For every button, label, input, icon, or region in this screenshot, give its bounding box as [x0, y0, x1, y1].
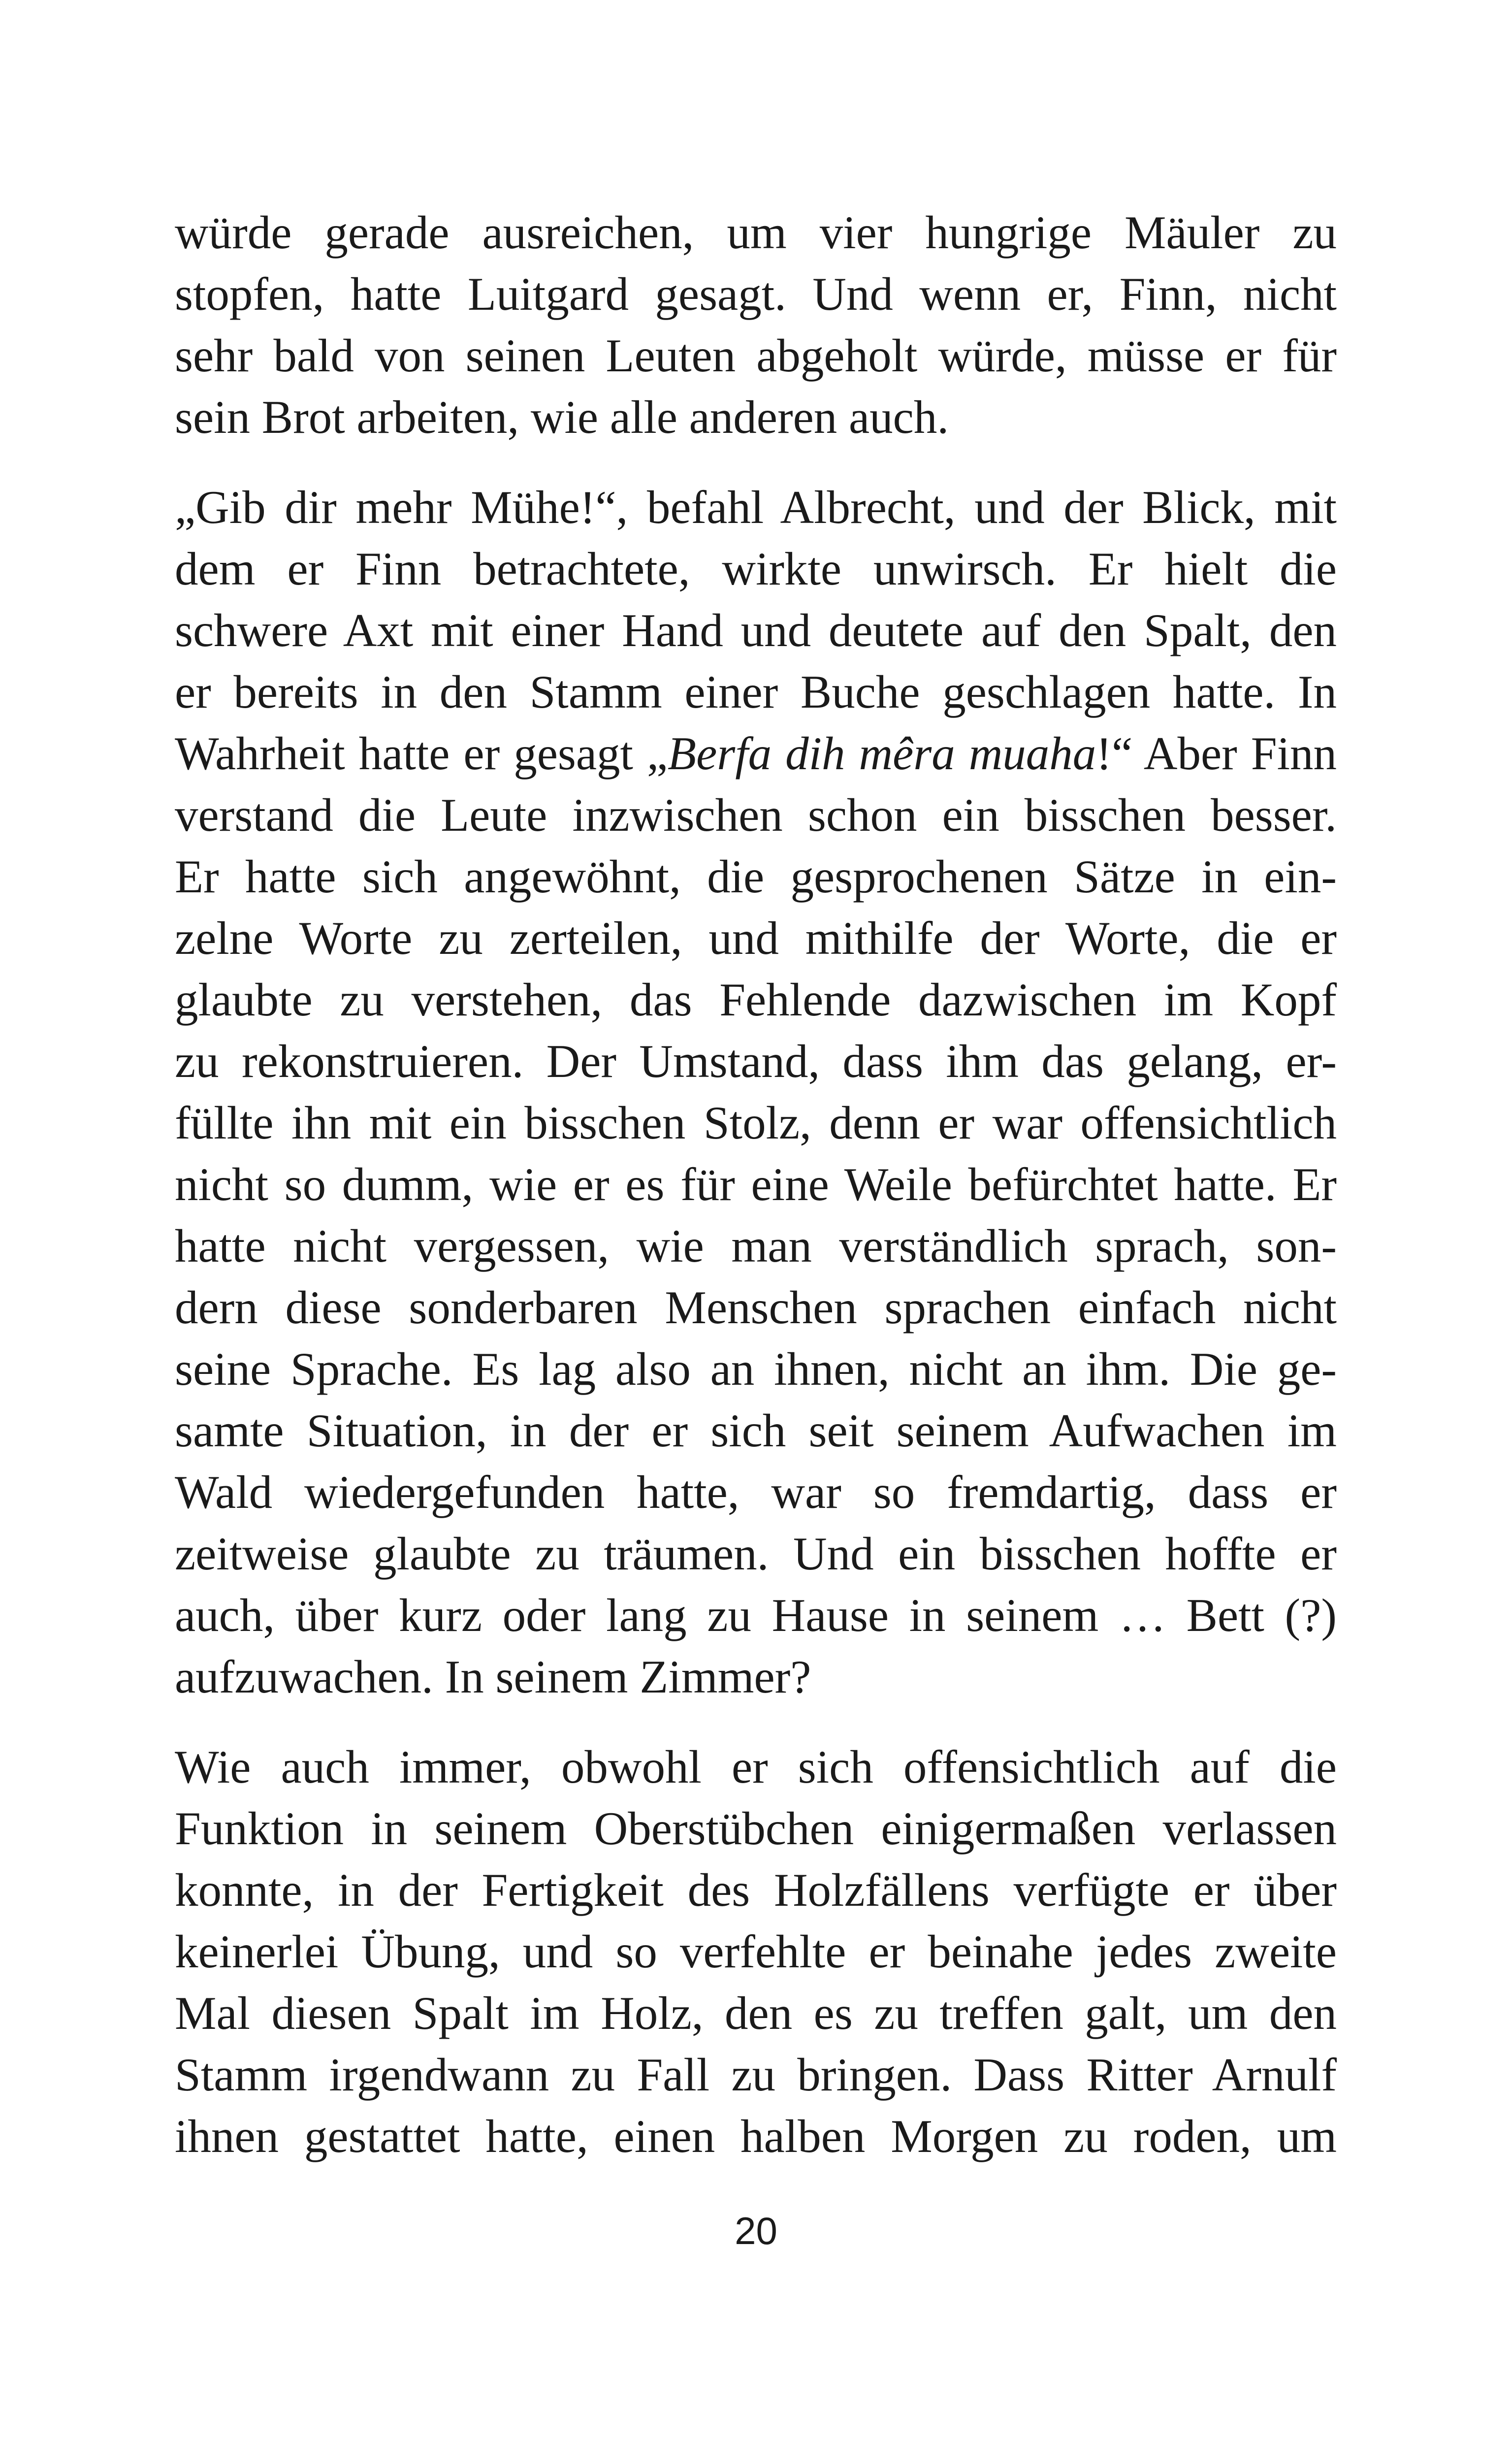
text-line: nicht so dumm, wie er es für eine Weile befürchtet hatte. Er [175, 1158, 1337, 1210]
text-line: Wie auch immer, obwohl er sich offensichtlich auf die [175, 1741, 1337, 1793]
text-line: glaubte zu verstehen, das Fehlende dazwischen im Kopf [175, 974, 1337, 1026]
text-line: dem er Finn betrachtete, wirkte unwirsch. Er hielt die [175, 543, 1337, 595]
text-line: sein Brot arbeiten, wie alle anderen auch. [175, 391, 949, 443]
text-line: zeitweise glaubte zu träumen. Und ein bisschen hoffte er [175, 1528, 1337, 1580]
text-line: zu rekonstruieren. Der Umstand, dass ihm das gelang, er- [175, 1035, 1337, 1087]
body-text [175, 202, 1337, 2196]
text-line [175, 723, 1337, 784]
text-line: würde gerade ausreichen, um vier hungrige Mäuler zu [175, 206, 1337, 259]
text-segment: Wahrheit hatte er gesagt „ [175, 727, 668, 780]
text-line: sehr bald von seinen Leuten abgeholt würde, müsse er für [175, 329, 1337, 382]
text-line: ihnen gestattet hatte, einen halben Morgen zu roden, um [175, 2110, 1337, 2162]
text-line: zelne Worte zu zerteilen, und mithilfe der Worte, die er [175, 912, 1337, 964]
paragraph [175, 1736, 1337, 2167]
text-line: aufzuwachen. In seinem Zimmer? [175, 1651, 811, 1703]
text-segment: !“ Aber Finn [1096, 727, 1337, 780]
text-line: verstand die Leute inzwischen schon ein bisschen besser. [175, 789, 1337, 841]
text-line: Funktion in seinem Oberstübchen einigermaßen verlassen [175, 1802, 1337, 1855]
text-line: stopfen, hatte Luitgard gesagt. Und wenn er, Finn, nicht [175, 268, 1337, 320]
text-line: „Gib dir mehr Mühe!“, befahl Albrecht, und der Blick, mit [175, 481, 1337, 533]
text-line: Er hatte sich angewöhnt, die gesprochenen Sätze in ein- [175, 850, 1337, 903]
italic-quote: Berfa dih mêra muaha [668, 727, 1096, 780]
text-line: Stamm irgendwann zu Fall zu bringen. Dass Ritter Arnulf [175, 2049, 1337, 2101]
paragraph [175, 477, 1337, 1708]
text-line: konnte, in der Fertigkeit des Holzfällens verfügte er über [175, 1864, 1337, 1916]
text-line: schwere Axt mit einer Hand und deutete auf den Spalt, den [175, 604, 1337, 656]
text-line: samte Situation, in der er sich seit seinem Aufwachen im [175, 1404, 1337, 1457]
text-line: auch, über kurz oder lang zu Hause in seinem … Bett (?) [175, 1589, 1337, 1641]
paragraph [175, 202, 1337, 448]
text-line: Wald wiedergefunden hatte, war so fremdartig, dass er [175, 1466, 1337, 1518]
text-line: keinerlei Übung, und so verfehlte er beinahe jedes zweite [175, 1925, 1337, 1978]
text-line: dern diese sonderbaren Menschen sprachen einfach nicht [175, 1281, 1337, 1334]
text-line: er bereits in den Stamm einer Buche geschlagen hatte. In [175, 666, 1337, 718]
text-line: hatte nicht vergessen, wie man verständlich sprach, son- [175, 1220, 1337, 1272]
page-number: 20 [735, 2209, 777, 2252]
text-line: seine Sprache. Es lag also an ihnen, nicht an ihm. Die ge- [175, 1343, 1337, 1395]
text-line: Mal diesen Spalt im Holz, den es zu treffen galt, um den [175, 1987, 1337, 2039]
text-line: füllte ihn mit ein bisschen Stolz, denn er war offensichtlich [175, 1097, 1337, 1149]
